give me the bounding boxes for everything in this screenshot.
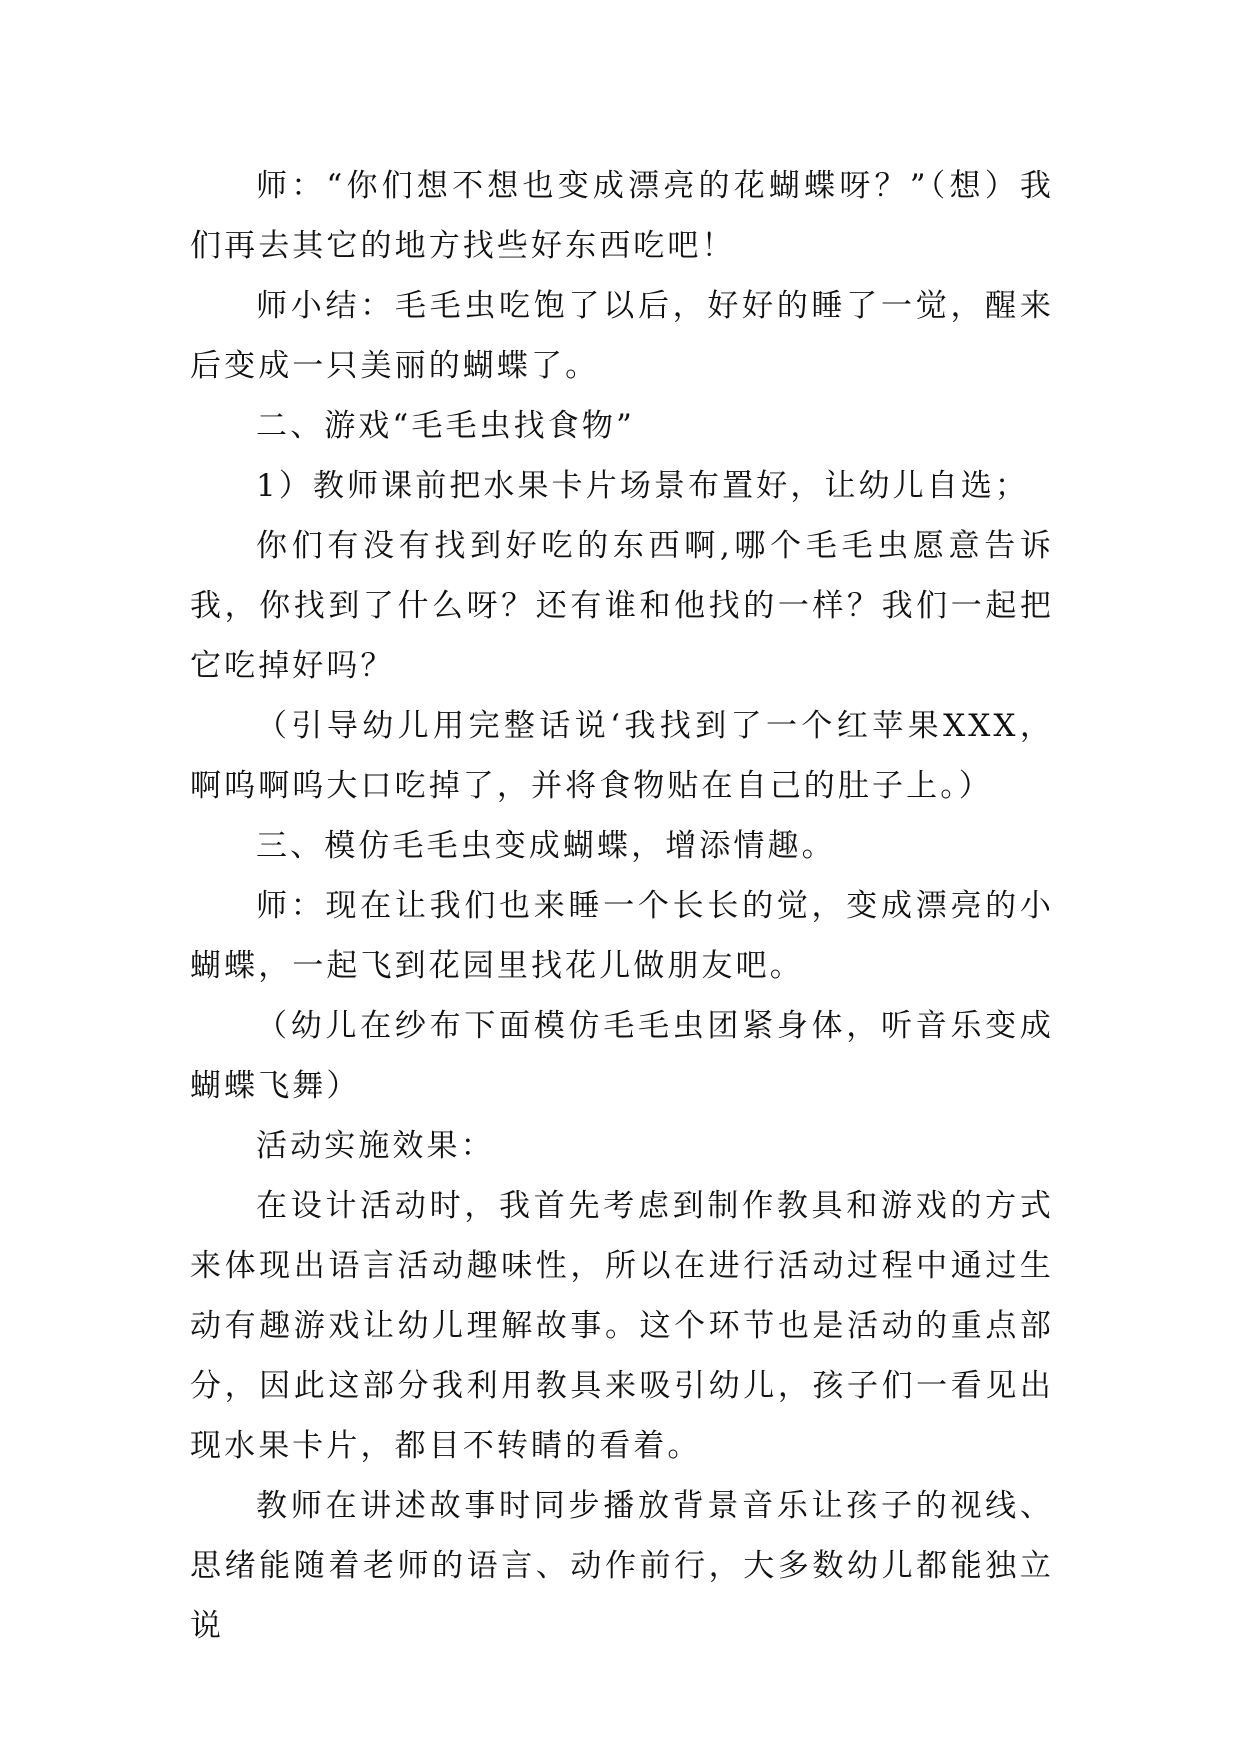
paragraph-teacher-sleep: 师：现在让我们也来睡一个长长的觉，变成漂亮的小蝴蝶，一起飞到花园里找花儿做朋友吧。 [190,888,1054,984]
document-body [190,156,1054,1656]
paragraph-teacher-summary: 师小结：毛毛虫吃饱了以后，好好的睡了一觉，醒来后变成一只美丽的蝴蝶了。 [190,288,1054,384]
section-heading-effect: 活动实施效果： [256,1128,495,1164]
paragraph-design-reflection: 在设计活动时，我首先考虑到制作教具和游戏的方式来体现出语言活动趣味性，所以在进行活动过程中通过生动有趣游戏让幼儿理解故事。这个环节也是活动的重点部分，因此这部分我利用教具来吸引幼儿，孩子们一看见出现水果卡片，都目不转睛的看着。 [190,1188,1054,1464]
paragraph-music-reflection: 教师在讲述故事时同步播放背景音乐让孩子的视线、思绪能随着老师的语言、动作前行，大多数幼儿都能独立说 [190,1488,1054,1644]
paragraph-guidance-note: （引导幼儿用完整话说‘我找到了一个红苹果XXX，啊呜啊呜大口吃掉了，并将食物贴在自己的肚子上。） [190,708,1054,804]
paragraph-children-action: （幼儿在纱布下面模仿毛毛虫团紧身体，听音乐变成蝴蝶飞舞） [190,1008,1054,1104]
section-heading-game: 二、游戏“毛毛虫找食物” [256,408,635,444]
paragraph-find-food-question: 你们有没有找到好吃的东西啊,哪个毛毛虫愿意告诉我，你找到了什么呀？还有谁和他找的一样？我们一起把它吃掉好吗？ [190,528,1054,684]
paragraph-step-1: 1）教师课前把水果卡片场景布置好，让幼儿自选； [256,468,1030,504]
paragraph-teacher-question: 师：“你们想不想也变成漂亮的花蝴蝶呀？”（想）我们再去其它的地方找些好东西吃吧！ [190,168,1054,264]
section-heading-imitate: 三、模仿毛毛虫变成蝴蝶，增添情趣。 [256,828,836,864]
